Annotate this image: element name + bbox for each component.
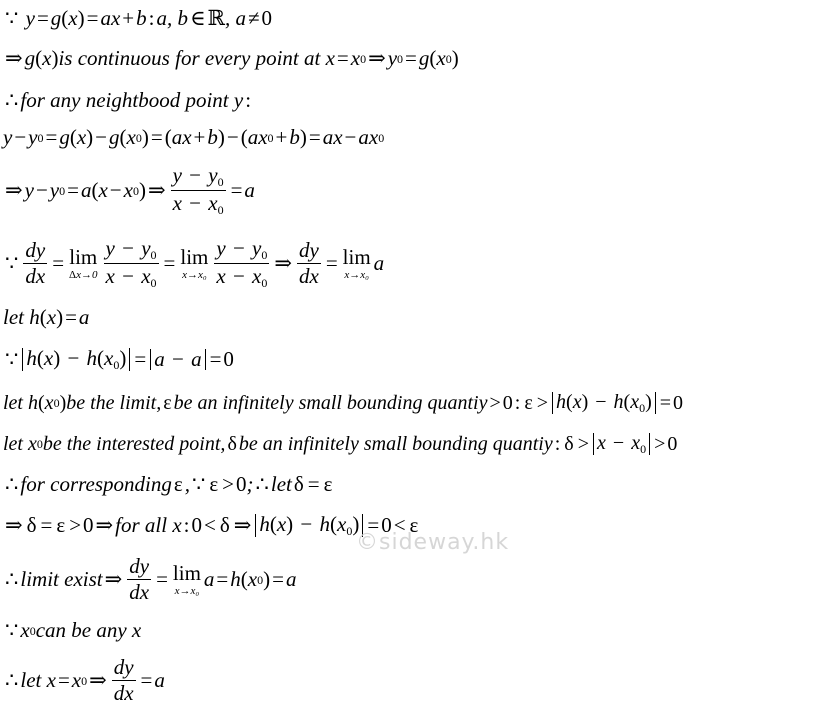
fraction: $\frac{y - y_0}{x - x_0}$	[172, 163, 224, 217]
equation-line-9: let h ( x 0 ) be the limit, ε be an infinitely small bounding quantiy > 0 : ε > $h(x) - h(x_0)$ = 0	[3, 391, 684, 415]
fraction-dy-dx: $\frac{dy}{dx}$	[298, 238, 319, 288]
equation-line-8: ∵ $h(x) - h(x_0)$ = a − a = 0	[5, 346, 234, 372]
equation-line-13: ∴ limit exist ⇒ $\frac{dy}{dx}$ = lim x→x₀ a = h ( x 0 ) = a	[5, 554, 297, 604]
equation-line-4: y − y 0 = g ( x ) − g ( x 0 ) = ( ax + b ) − ( ax 0 + b ) = ax − ax 0	[3, 125, 385, 149]
watermark-text: ©sideway.hk	[356, 530, 510, 555]
equation-line-7: let h ( x ) = a	[3, 305, 90, 329]
equation-line-5: ⇒ y − y 0 = a ( x − x 0 ) ⇒ $\frac{y - y_0}{x - x_0}$ = a	[5, 163, 255, 217]
equation-line-10: let x 0 be the interested point, δ be an infinitely small bounding quantiy : δ > $x - x_0$ > 0	[3, 432, 678, 456]
limit-operator: lim x→x₀	[180, 244, 209, 281]
limit-operator: lim x→x₀	[172, 560, 201, 597]
equation-line-3: ∴ for any neightbood point y :	[5, 88, 252, 112]
equation-line-15: ∴ let x = x 0 ⇒ $\frac{dy}{dx}$ = a	[5, 655, 165, 705]
equation-line-6: ∵ $\frac{dy}{dx}$ = lim Δx→0 $\frac{y - y_0}{x - x_0}$ = lim x→x₀ $\frac{y - y_0}{x - x_0}$ ⇒ $\frac{dy}{dx}$ = lim x→x₀ a	[5, 236, 385, 290]
equation-line-14: ∵ x 0 can be any x	[5, 618, 142, 642]
fraction: $\frac{y - y_0}{x - x_0}$	[105, 236, 157, 290]
fraction-dy-dx: $\frac{dy}{dx}$	[113, 655, 134, 705]
limit-operator: lim x→x₀	[342, 244, 371, 281]
equation-line-11: ∴ for corresponding ε , ∵ ε > 0 ; ∴ let δ = ε	[5, 472, 333, 496]
fraction: $\frac{y - y_0}{x - x_0}$	[216, 236, 268, 290]
equation-line-1: ∵ y = g ( x ) = ax + b : a, b ∈ ℝ , a ≠ 0	[5, 6, 273, 30]
equation-line-2: ⇒ g ( x ) is continuous for every point at x = x 0 ⇒ y 0 = g ( x 0 )	[5, 46, 459, 70]
fraction-dy-dx: $\frac{dy}{dx}$	[129, 554, 150, 604]
limit-operator: lim Δx→0	[69, 244, 98, 281]
fraction-dy-dx: $\frac{dy}{dx}$	[25, 238, 46, 288]
equation-line-12: ⇒ δ = ε > 0 ⇒ for all x : 0 < δ ⇒ $h(x) - h(x_0)$ = 0 < ε	[5, 512, 419, 538]
